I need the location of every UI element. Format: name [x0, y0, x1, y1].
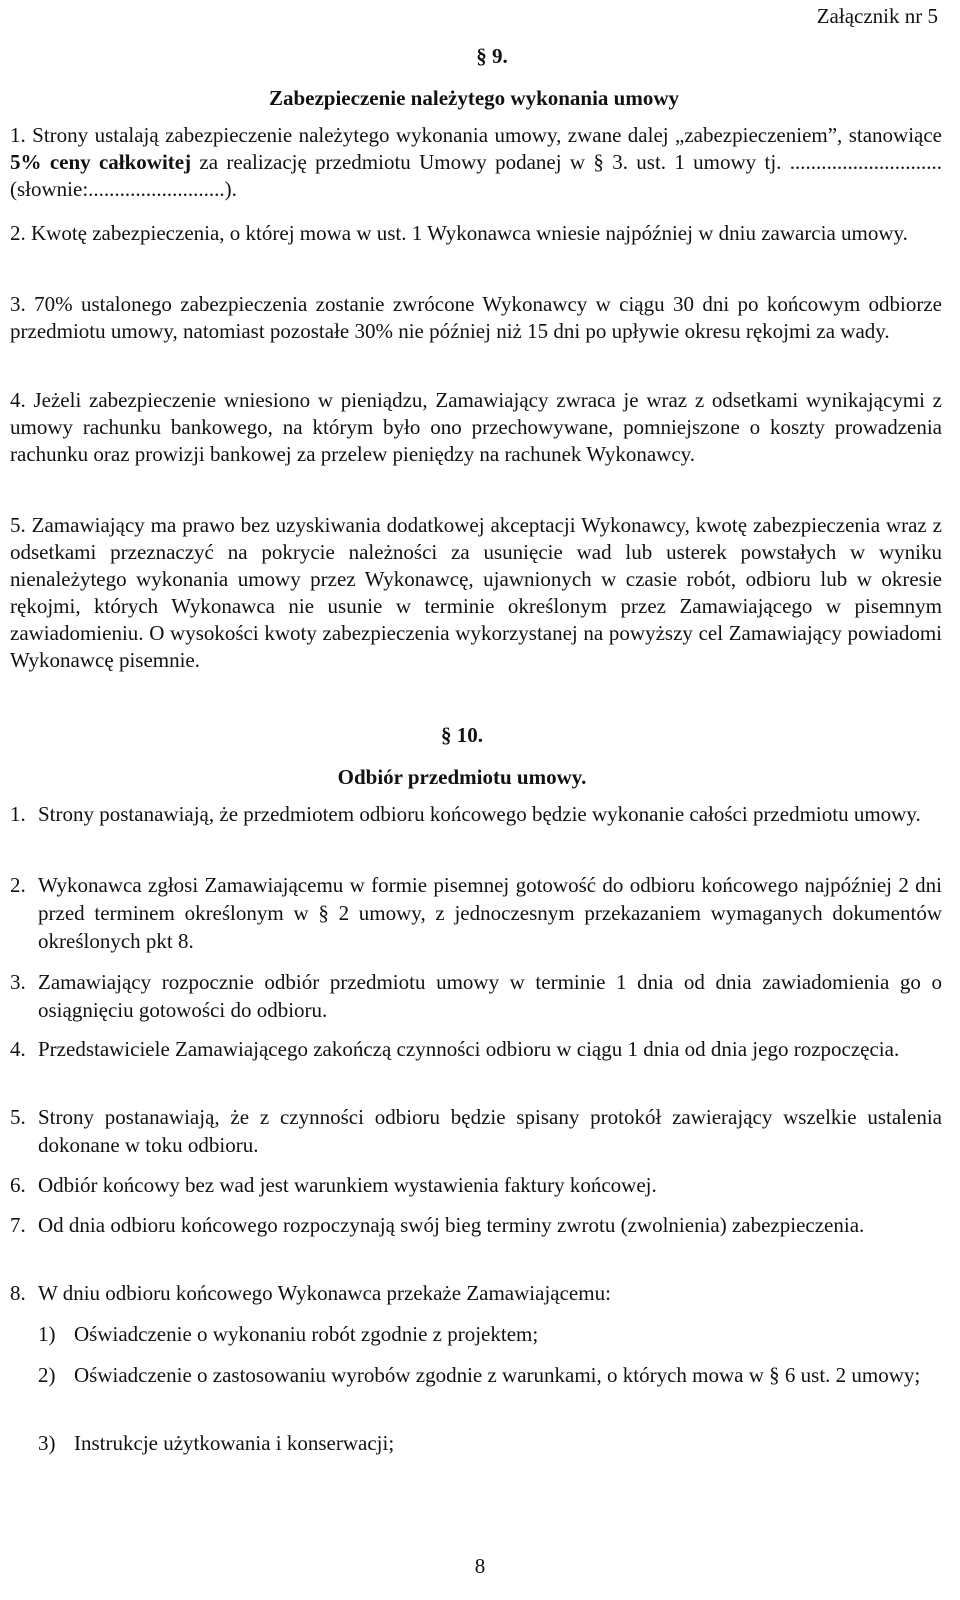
- paragraph-1-text-a: 1. Strony ustalają zabezpieczenie należytego wykonania umowy, zwane dalej „zabezpieczeniem”, stanowiące: [10, 123, 942, 147]
- section-10-item: [10, 1035, 942, 1063]
- section-10-subitem: [38, 1361, 942, 1389]
- section-9-title: Zabezpieczenie należytego wykonania umowy: [268, 86, 680, 110]
- item-text: Zamawiający rozpocznie odbiór przedmiotu umowy w terminie 1 dnia od dnia zawiadomienia go o osiągnięciu gotowości do odbioru.: [38, 970, 942, 1022]
- item-number: 6.: [10, 1173, 26, 1197]
- item-number: 3.: [10, 970, 26, 994]
- page-number: 8: [474, 1554, 486, 1578]
- subitem-number: 1): [38, 1322, 56, 1346]
- item-text: W dniu odbioru końcowego Wykonawca przekaże Zamawiającemu:: [38, 1281, 611, 1305]
- section-10-item: [10, 1103, 942, 1159]
- subitem-text: Oświadczenie o zastosowaniu wyrobów zgodnie z warunkami, o których mowa w § 6 ust. 2 umowy;: [74, 1363, 921, 1387]
- section-10-item: [10, 1171, 942, 1199]
- section-10-item: [10, 968, 942, 1024]
- item-number: 1.: [10, 802, 26, 826]
- section-10-item: [10, 871, 942, 955]
- section-9-paragraph-3: 3. 70% ustalonego zabezpieczenia zostanie zwrócone Wykonawcy w ciągu 30 dni po końcowym odbiorze przedmiotu umowy, natomiast pozostałe 30% nie później niż 15 dni po upływie okresu rękojmi za wady.: [10, 292, 942, 343]
- item-number: 5.: [10, 1105, 26, 1129]
- item-text: Strony postanawiają, że z czynności odbioru będzie spisany protokół zawierający wszelkie ustalenia dokonane w toku odbioru.: [38, 1105, 942, 1157]
- subitem-text: Oświadczenie o wykonaniu robót zgodnie z projektem;: [74, 1322, 539, 1346]
- item-number: 7.: [10, 1213, 26, 1237]
- section-10-item: [10, 1211, 942, 1239]
- section-10-title: Odbiór przedmiotu umowy.: [337, 765, 587, 789]
- section-9-paragraph-2: 2. Kwotę zabezpieczenia, o której mowa w ust. 1 Wykonawca wniesie najpóźniej w dniu zawarcia umowy.: [10, 221, 908, 245]
- subitem-text: Instrukcje użytkowania i konserwacji;: [74, 1431, 395, 1455]
- section-10-item: [10, 800, 942, 828]
- paragraph-1-text-b: za realizację przedmiotu Umowy podanej w § 3. ust. 1 umowy tj. ............................. (słownie:..........................).: [10, 150, 942, 201]
- section-10-number: § 10.: [441, 723, 483, 747]
- item-number: 8.: [10, 1281, 26, 1305]
- subitem-number: 2): [38, 1363, 56, 1387]
- section-10-item: [10, 1279, 942, 1307]
- item-number: 2.: [10, 873, 26, 897]
- item-text: Od dnia odbioru końcowego rozpoczynają swój bieg terminy zwrotu (zwolnienia) zabezpieczenia.: [38, 1213, 865, 1237]
- section-9-paragraph-4: 4. Jeżeli zabezpieczenie wniesiono w pieniądzu, Zamawiający zwraca je wraz z odsetkami wynikającymi z umowy rachunku bankowego, na którym było ono przechowywane, pomniejszone o koszty prowadzenia rachunku oraz prowizji bankowej za przelew pieniędzy na rachunek Wykonawcy.: [10, 388, 942, 466]
- paragraph-1-bold-text: 5% ceny całkowitej: [10, 150, 192, 174]
- subitem-number: 3): [38, 1431, 56, 1455]
- section-9-paragraph-5: 5. Zamawiający ma prawo bez uzyskiwania dodatkowej akceptacji Wykonawcy, kwotę zabezpieczenia wraz z odsetkami przeznaczyć na pokrycie należności za usunięcie wad lub usterek powstałych w wyniku nienależytego wykonania umowy przez Wykonawcę, ujawnionych w czasie robót, odbioru lub w okresie rękojmi, których Wykonawca nie usunie w terminie określonym przez Zamawiającego w pisemnym zawiadomieniu. O wysokości kwoty zabezpieczenia wykorzystanej na powyższy cel Zamawiający powiadomi Wykonawcę pisemnie.: [10, 513, 942, 672]
- annex-label: Załącznik nr 5: [816, 4, 938, 28]
- item-text: Odbiór końcowy bez wad jest warunkiem wystawienia faktury końcowej.: [38, 1173, 657, 1197]
- section-10-subitem: [38, 1429, 942, 1457]
- section-9-paragraph-1: [10, 122, 942, 203]
- item-text: Przedstawiciele Zamawiającego zakończą czynności odbioru w ciągu 1 dnia od dnia jego rozpoczęcia.: [38, 1037, 900, 1061]
- item-number: 4.: [10, 1037, 26, 1061]
- item-text: Strony postanawiają, że przedmiotem odbioru końcowego będzie wykonanie całości przedmiotu umowy.: [38, 802, 921, 826]
- section-10-subitem: [38, 1320, 942, 1348]
- item-text: Wykonawca zgłosi Zamawiającemu w formie pisemnej gotowość do odbioru końcowego najpóźniej 2 dni przed terminem określonym w § 2 umowy, z jednoczesnym przekazaniem wymaganych dokumentów określonych pkt 8.: [38, 873, 942, 953]
- section-9-number: § 9.: [476, 44, 508, 68]
